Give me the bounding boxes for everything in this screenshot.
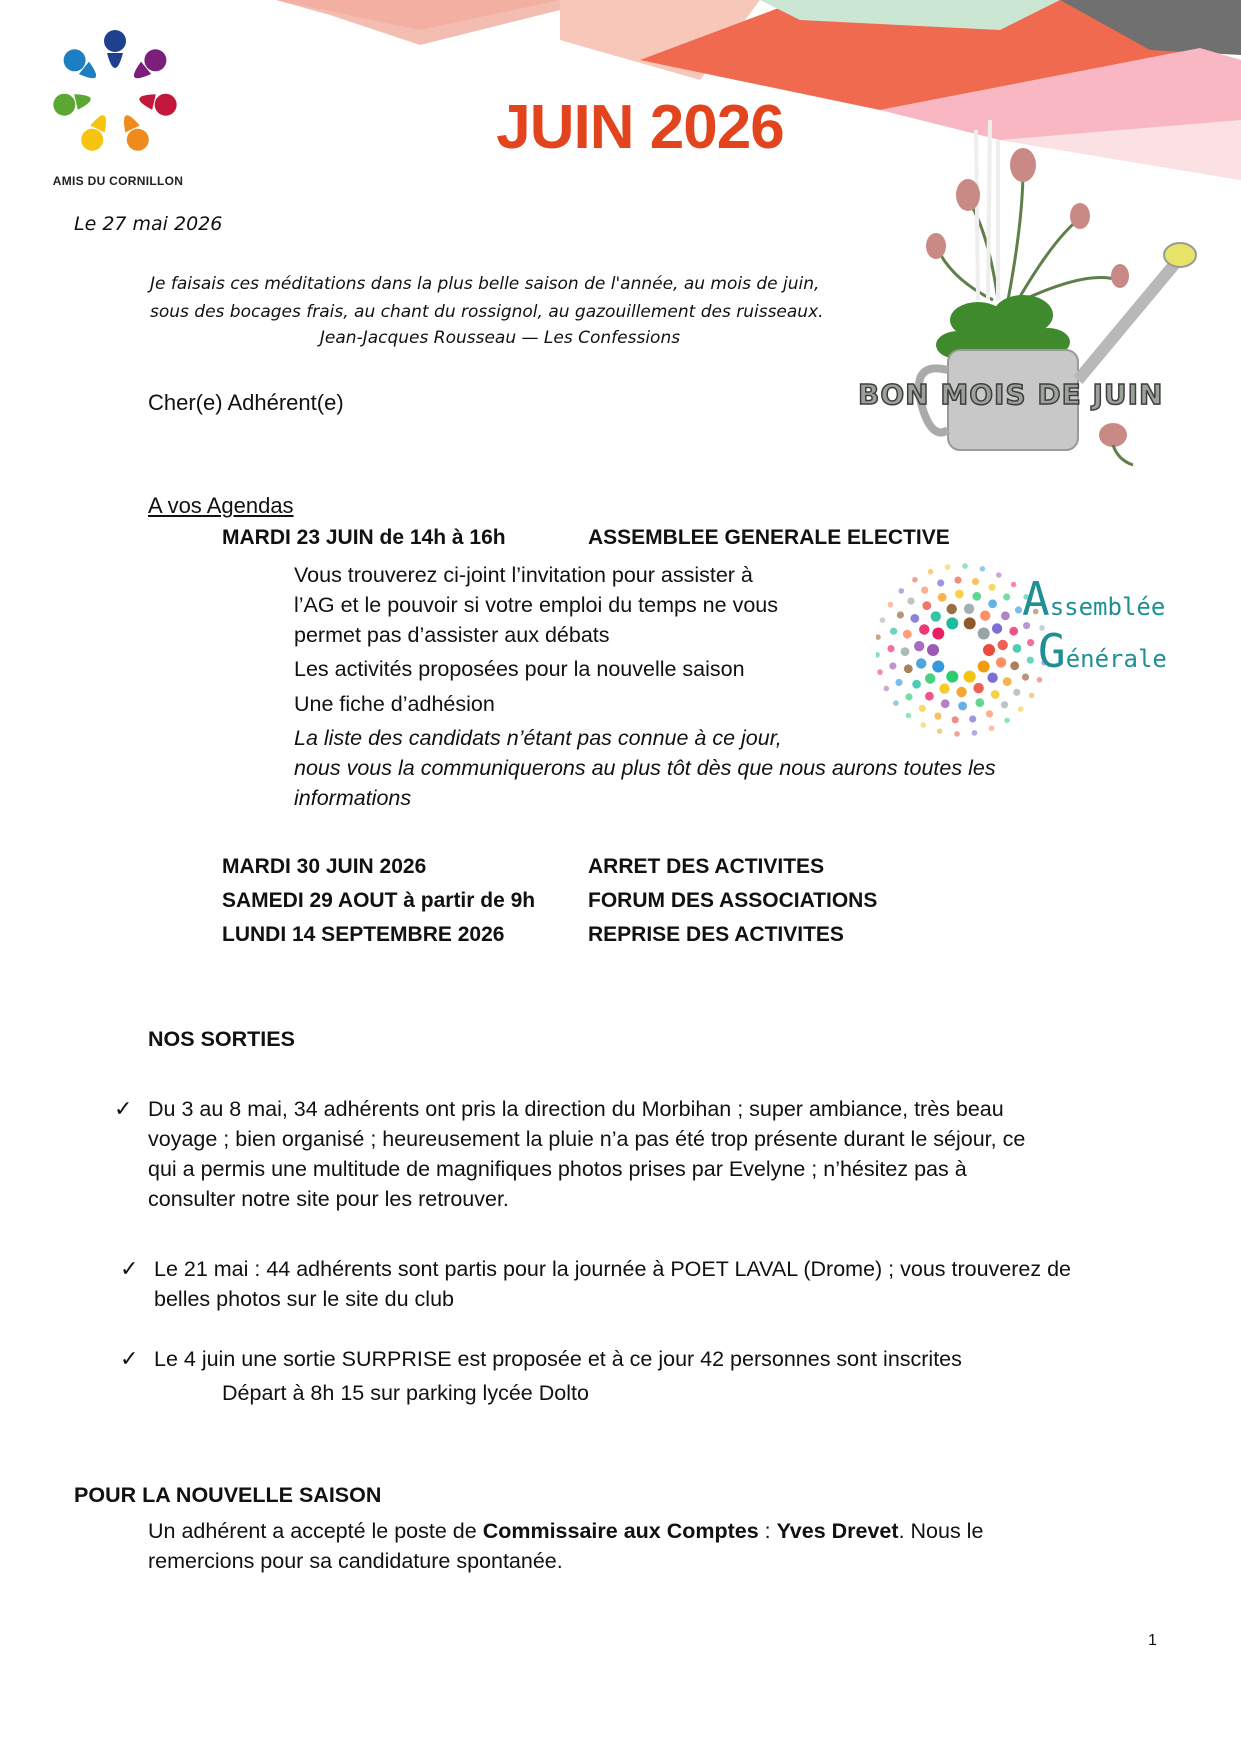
outing-item-1	[148, 1094, 1168, 1214]
event-name: ARRET DES ACTIVITES	[588, 855, 825, 878]
ag-line: l’AG et le pouvoir si votre emploi du temps ne vous	[294, 593, 778, 617]
quote-author: Jean-Jacques Rousseau — Les Confessions	[319, 328, 681, 348]
outing-item-3: Le 4 juin une sortie SURPRISE est proposée et à ce jour 42 personnes sont inscrites	[154, 1347, 962, 1371]
outing-item-2	[154, 1254, 1184, 1314]
role-name: Commissaire aux Comptes	[482, 1519, 759, 1543]
quote-line-2: sous des bocages frais, au chant du rossignol, au gazouillement des ruisseaux.	[150, 302, 824, 322]
person-name: Yves Drevet	[776, 1519, 899, 1543]
agenda-heading: A vos Agendas	[148, 493, 294, 518]
ag-title-line1: Assemblée	[1022, 572, 1166, 626]
event-name: REPRISE DES ACTIVITES	[588, 923, 844, 946]
outing-departure: Départ à 8h 15 sur parking lycée Dolto	[222, 1381, 589, 1405]
event-date: MARDI 30 JUIN 2026	[222, 855, 427, 878]
bon-mois-caption: BON MOIS DE JUIN	[858, 378, 1164, 411]
outing-line: Le 21 mai : 44 adhérents sont partis pour la journée à POET LAVAL (Drome) ; vous trouverez de	[154, 1257, 1072, 1281]
outings-heading: NOS SORTIES	[148, 1027, 295, 1051]
new-season-line-2: remercions pour sa candidature spontanée.	[148, 1549, 563, 1573]
event-row	[222, 923, 1022, 953]
page-number: 1	[1148, 1632, 1157, 1649]
ag-date: MARDI 23 JUIN de 14h à 16h	[222, 526, 506, 549]
event-name: FORUM DES ASSOCIATIONS	[588, 889, 878, 912]
outing-line: qui a permis une multitude de magnifiques photos prises par Evelyne ; n’hésitez pas à	[148, 1157, 967, 1181]
logo-caption: AMIS DU CORNILLON	[52, 174, 184, 188]
letter-date: Le 27 mai 2026	[74, 213, 223, 235]
quote	[150, 270, 850, 326]
ag-title-line2: Générale	[1038, 624, 1167, 678]
activities-line: Les activités proposées pour la nouvelle saison	[294, 657, 745, 681]
membership-line: Une fiche d’adhésion	[294, 692, 495, 716]
page-title: JUIN 2026	[496, 93, 784, 162]
club-logo	[40, 18, 190, 168]
new-season-heading: POUR LA NOUVELLE SAISON	[74, 1483, 382, 1507]
candidates-line: informations	[294, 786, 412, 810]
event-row	[222, 889, 1022, 919]
ag-line: permet pas d’assister aux débats	[294, 623, 610, 647]
event-date: SAMEDI 29 AOUT à partir de 9h	[222, 889, 536, 912]
check-icon: ✓	[114, 1096, 133, 1121]
event-date: LUNDI 14 SEPTEMBRE 2026	[222, 923, 505, 946]
event-row	[222, 855, 1022, 885]
new-season-line-1: Un adhérent a accepté le poste de Commissaire aux Comptes : Yves Drevet. Nous le	[148, 1519, 984, 1543]
quote-line-1: Je faisais ces méditations dans la plus belle saison de l'année, au mois de juin,	[150, 274, 820, 294]
watering-can-image	[848, 110, 1208, 470]
salutation: Cher(e) Adhérent(e)	[148, 390, 344, 415]
outing-line: consulter notre site pour les retrouver.	[148, 1187, 509, 1211]
outing-line: voyage ; bien organisé ; heureusement la pluie n’a pas été trop présente durant le séjour, ce	[148, 1127, 1026, 1151]
outing-line: Du 3 au 8 mai, 34 adhérents ont pris la direction du Morbihan ; super ambiance, très beau	[148, 1097, 1004, 1121]
candidates-line: nous vous la communiquerons au plus tôt dès que nous aurons toutes les	[294, 756, 996, 780]
check-icon: ✓	[120, 1346, 139, 1371]
new-season-text	[148, 1516, 1148, 1576]
ag-line: Vous trouverez ci-joint l’invitation pour assister à	[294, 563, 753, 587]
ag-dots-graphic	[876, 560, 1046, 740]
check-icon: ✓	[120, 1256, 139, 1281]
ag-description	[294, 560, 854, 650]
outing-line: belles photos sur le site du club	[154, 1287, 454, 1311]
ag-event: ASSEMBLEE GENERALE ELECTIVE	[588, 526, 950, 549]
candidates-line: La liste des candidats n’étant pas connue à ce jour,	[294, 726, 782, 750]
agenda-ag-row	[222, 526, 1022, 556]
